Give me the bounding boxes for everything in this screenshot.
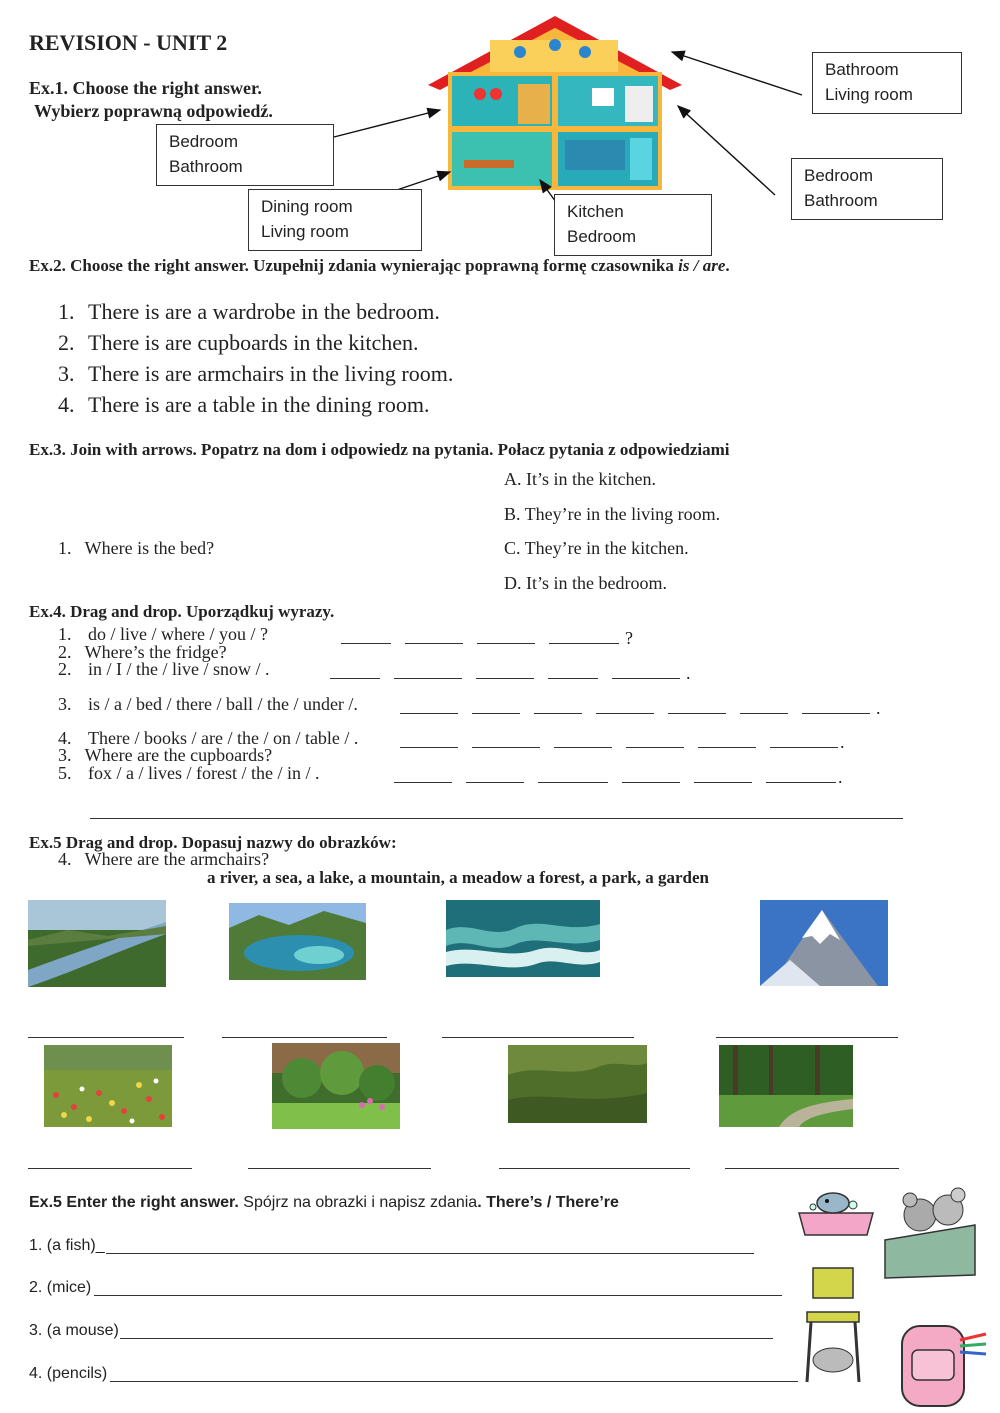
drop-slot[interactable] — [612, 664, 680, 679]
ex5-heading: Ex.5 Drag and drop. Dopasuj nazwy do obrazków: — [29, 833, 397, 852]
choice-option[interactable]: Bathroom — [804, 191, 878, 210]
scrambled-words: is / a / bed / there / ball / the / under /. — [88, 694, 358, 714]
answer-blanks[interactable] — [341, 628, 633, 649]
drop-slot[interactable] — [622, 768, 680, 783]
lake-photo — [229, 903, 366, 980]
drop-slot[interactable] — [466, 768, 524, 783]
sentence-end: . — [838, 767, 843, 787]
choice-option[interactable]: Kitchen — [567, 202, 624, 221]
ex2-list — [58, 296, 453, 420]
ex3-answer[interactable]: A. It’s in the kitchen. — [504, 469, 656, 489]
fish-in-bathtub-image — [793, 1185, 879, 1245]
drop-slot[interactable] — [698, 733, 756, 748]
item-text[interactable]: There is are a wardrobe in the bedroom. — [88, 299, 440, 324]
drop-slot[interactable] — [394, 768, 452, 783]
drop-slot[interactable] — [400, 733, 458, 748]
pencils-in-backpack-image — [894, 1310, 990, 1410]
ex6-heading-end: . There’s / There’re — [477, 1194, 619, 1211]
answer-blanks[interactable] — [330, 663, 691, 684]
drop-slot[interactable] — [28, 1168, 192, 1169]
ex6-prompt: 3. (a mouse) — [29, 1322, 119, 1339]
item-number: 3. — [58, 361, 75, 386]
item-number: 5. — [58, 763, 72, 783]
drop-slot[interactable] — [548, 664, 598, 679]
sentence-end: . — [876, 698, 881, 718]
drop-slot[interactable] — [770, 733, 838, 748]
ex4-item — [58, 694, 358, 715]
ex3-question[interactable]: 1. Where is the bed? — [58, 538, 215, 558]
ex6-heading — [29, 1194, 619, 1212]
drop-slot[interactable] — [476, 664, 534, 679]
item-number: 4. — [58, 392, 75, 417]
item-number: 2. — [58, 330, 75, 355]
ex2-item[interactable] — [58, 358, 453, 389]
sentence-end: ? — [625, 628, 633, 648]
drop-slot[interactable] — [538, 768, 608, 783]
ex3-heading: Ex.3. Join with arrows. Popatrz na dom i odpowiedz na pytania. Połacz pytania z odpowiedziami — [29, 440, 730, 459]
item-number: 4. — [58, 728, 72, 748]
meadow-photo — [44, 1045, 172, 1127]
item-text[interactable]: There is are a table in the dining room. — [88, 392, 430, 417]
ex6-prompt: 4. (pencils) — [29, 1365, 108, 1382]
drop-slot[interactable] — [222, 1037, 387, 1038]
garden-photo — [272, 1043, 400, 1129]
ex2-item[interactable] — [58, 389, 453, 420]
ex5-word-bank: a river, a sea, a lake, a mountain, a meadow a forest, a park, a garden — [207, 868, 709, 887]
ex4-heading: Ex.4. Drag and drop. Uporządkuj wyrazy. — [29, 602, 335, 621]
drop-slot[interactable] — [477, 629, 535, 644]
answer-line[interactable] — [110, 1381, 798, 1382]
item-number: 1. — [58, 624, 72, 644]
choice-box-upper-left[interactable] — [156, 124, 334, 186]
ex1-heading: Ex.1. Choose the right answer. — [29, 78, 262, 98]
sentence-end: . — [686, 663, 691, 683]
item-number: 1. — [58, 299, 75, 324]
ex6-prompt: 2. (mice) — [29, 1279, 92, 1296]
scrambled-words: fox / a / lives / forest / the / in / . — [88, 763, 320, 783]
divider-line — [90, 818, 903, 819]
drop-slot[interactable] — [472, 699, 520, 714]
choice-option[interactable]: Bedroom — [804, 166, 873, 185]
drop-slot[interactable] — [626, 733, 684, 748]
item-number: 3. — [58, 694, 72, 714]
answer-line[interactable] — [106, 1253, 754, 1254]
answer-blanks[interactable] — [394, 767, 843, 788]
choice-option[interactable]: Bedroom — [169, 132, 238, 151]
drop-slot[interactable] — [766, 768, 836, 783]
answer-line[interactable] — [94, 1295, 782, 1296]
drop-slot[interactable] — [534, 699, 582, 714]
ex4-item — [58, 728, 358, 749]
ex3-answer[interactable]: D. It’s in the bedroom. — [504, 572, 667, 593]
ex3-answer[interactable]: C. They’re in the kitchen. — [504, 538, 689, 558]
forest-photo — [508, 1045, 647, 1123]
drop-slot[interactable] — [668, 699, 726, 714]
drop-slot[interactable] — [802, 699, 870, 714]
choice-option[interactable]: Bathroom — [169, 157, 243, 176]
arrow-lines — [0, 0, 1000, 260]
scrambled-words: do / live / where / you / ? — [88, 624, 268, 644]
page-title: REVISION - UNIT 2 — [29, 30, 228, 55]
ex6-prompt: 1. (a fish)_ — [29, 1237, 105, 1254]
ex2-heading-end: . — [725, 256, 730, 275]
ex3-answers — [504, 462, 720, 600]
sea-photo — [446, 900, 600, 977]
river-photo — [28, 900, 166, 987]
ex2-item[interactable] — [58, 296, 453, 327]
ex6-heading-bold: Ex.5 Enter the right answer. — [29, 1194, 244, 1211]
answer-blanks[interactable] — [400, 698, 881, 719]
choice-option[interactable]: Bathroom — [825, 60, 899, 79]
ex3-question[interactable]: 3. Where are the cupboards? — [58, 745, 273, 765]
drop-slot[interactable] — [499, 1168, 690, 1169]
ex3-question[interactable]: 4. Where are the armchairs? — [58, 848, 270, 869]
choice-box-bottom[interactable] — [554, 194, 712, 256]
drop-slot[interactable] — [596, 699, 654, 714]
ex4-item — [58, 659, 270, 680]
ex3-answer[interactable]: B. They’re in the living room. — [504, 503, 721, 524]
drop-slot[interactable] — [554, 733, 612, 748]
drop-slot[interactable] — [549, 629, 619, 644]
drop-slot[interactable] — [472, 733, 540, 748]
drop-slot[interactable] — [694, 768, 752, 783]
drop-slot[interactable] — [725, 1168, 899, 1169]
ex2-item[interactable] — [58, 327, 453, 358]
choice-box-lower-right[interactable] — [791, 158, 943, 220]
drop-slot[interactable] — [394, 664, 462, 679]
choice-option[interactable]: Living room — [261, 222, 349, 241]
ex4-item — [58, 624, 268, 645]
answer-line[interactable] — [120, 1338, 773, 1339]
choice-box-lower-left[interactable] — [248, 189, 422, 251]
ex2-heading-emphasis: is / are — [678, 256, 726, 275]
choice-option[interactable]: Dining room — [261, 197, 353, 216]
sentence-end: . — [840, 732, 845, 752]
ex2-heading-text: Ex.2. Choose the right answer. Uzupełnij zdania wynierając poprawną formę czasownika — [29, 256, 679, 275]
ex1-subheading: Wybierz poprawną odpowiedź. — [34, 101, 273, 121]
drop-slot[interactable] — [28, 1037, 184, 1038]
park-photo — [719, 1045, 853, 1127]
choice-option[interactable]: Bedroom — [567, 227, 636, 246]
item-number: 2. — [58, 659, 72, 679]
drop-slot[interactable] — [405, 629, 463, 644]
item-text[interactable]: There is are cupboards in the kitchen. — [88, 330, 419, 355]
drop-slot[interactable] — [716, 1037, 898, 1038]
scrambled-words: There / books / are / the / on / table / . — [88, 728, 359, 748]
mountain-photo — [760, 900, 888, 986]
scrambled-words: in / I / the / live / snow / . — [88, 659, 270, 679]
drop-slot[interactable] — [442, 1037, 634, 1038]
mouse-under-chair-image — [797, 1262, 867, 1390]
ex4-item — [58, 763, 319, 784]
drop-slot[interactable] — [740, 699, 788, 714]
answer-blanks[interactable] — [400, 732, 845, 753]
item-text[interactable]: There is are armchairs in the living room. — [88, 361, 454, 386]
drop-slot[interactable] — [400, 699, 458, 714]
drop-slot[interactable] — [341, 629, 391, 644]
ex6-heading-normal: Spójrz na obrazki i napisz zdania — [243, 1194, 478, 1211]
ex2-heading — [29, 256, 730, 276]
mice-in-bed-image — [880, 1180, 980, 1280]
choice-box-top-right[interactable] — [812, 52, 962, 114]
drop-slot[interactable] — [248, 1168, 431, 1169]
drop-slot[interactable] — [330, 664, 380, 679]
choice-option[interactable]: Living room — [825, 85, 913, 104]
ex3-question[interactable]: 2. Where’s the fridge? — [58, 641, 227, 662]
